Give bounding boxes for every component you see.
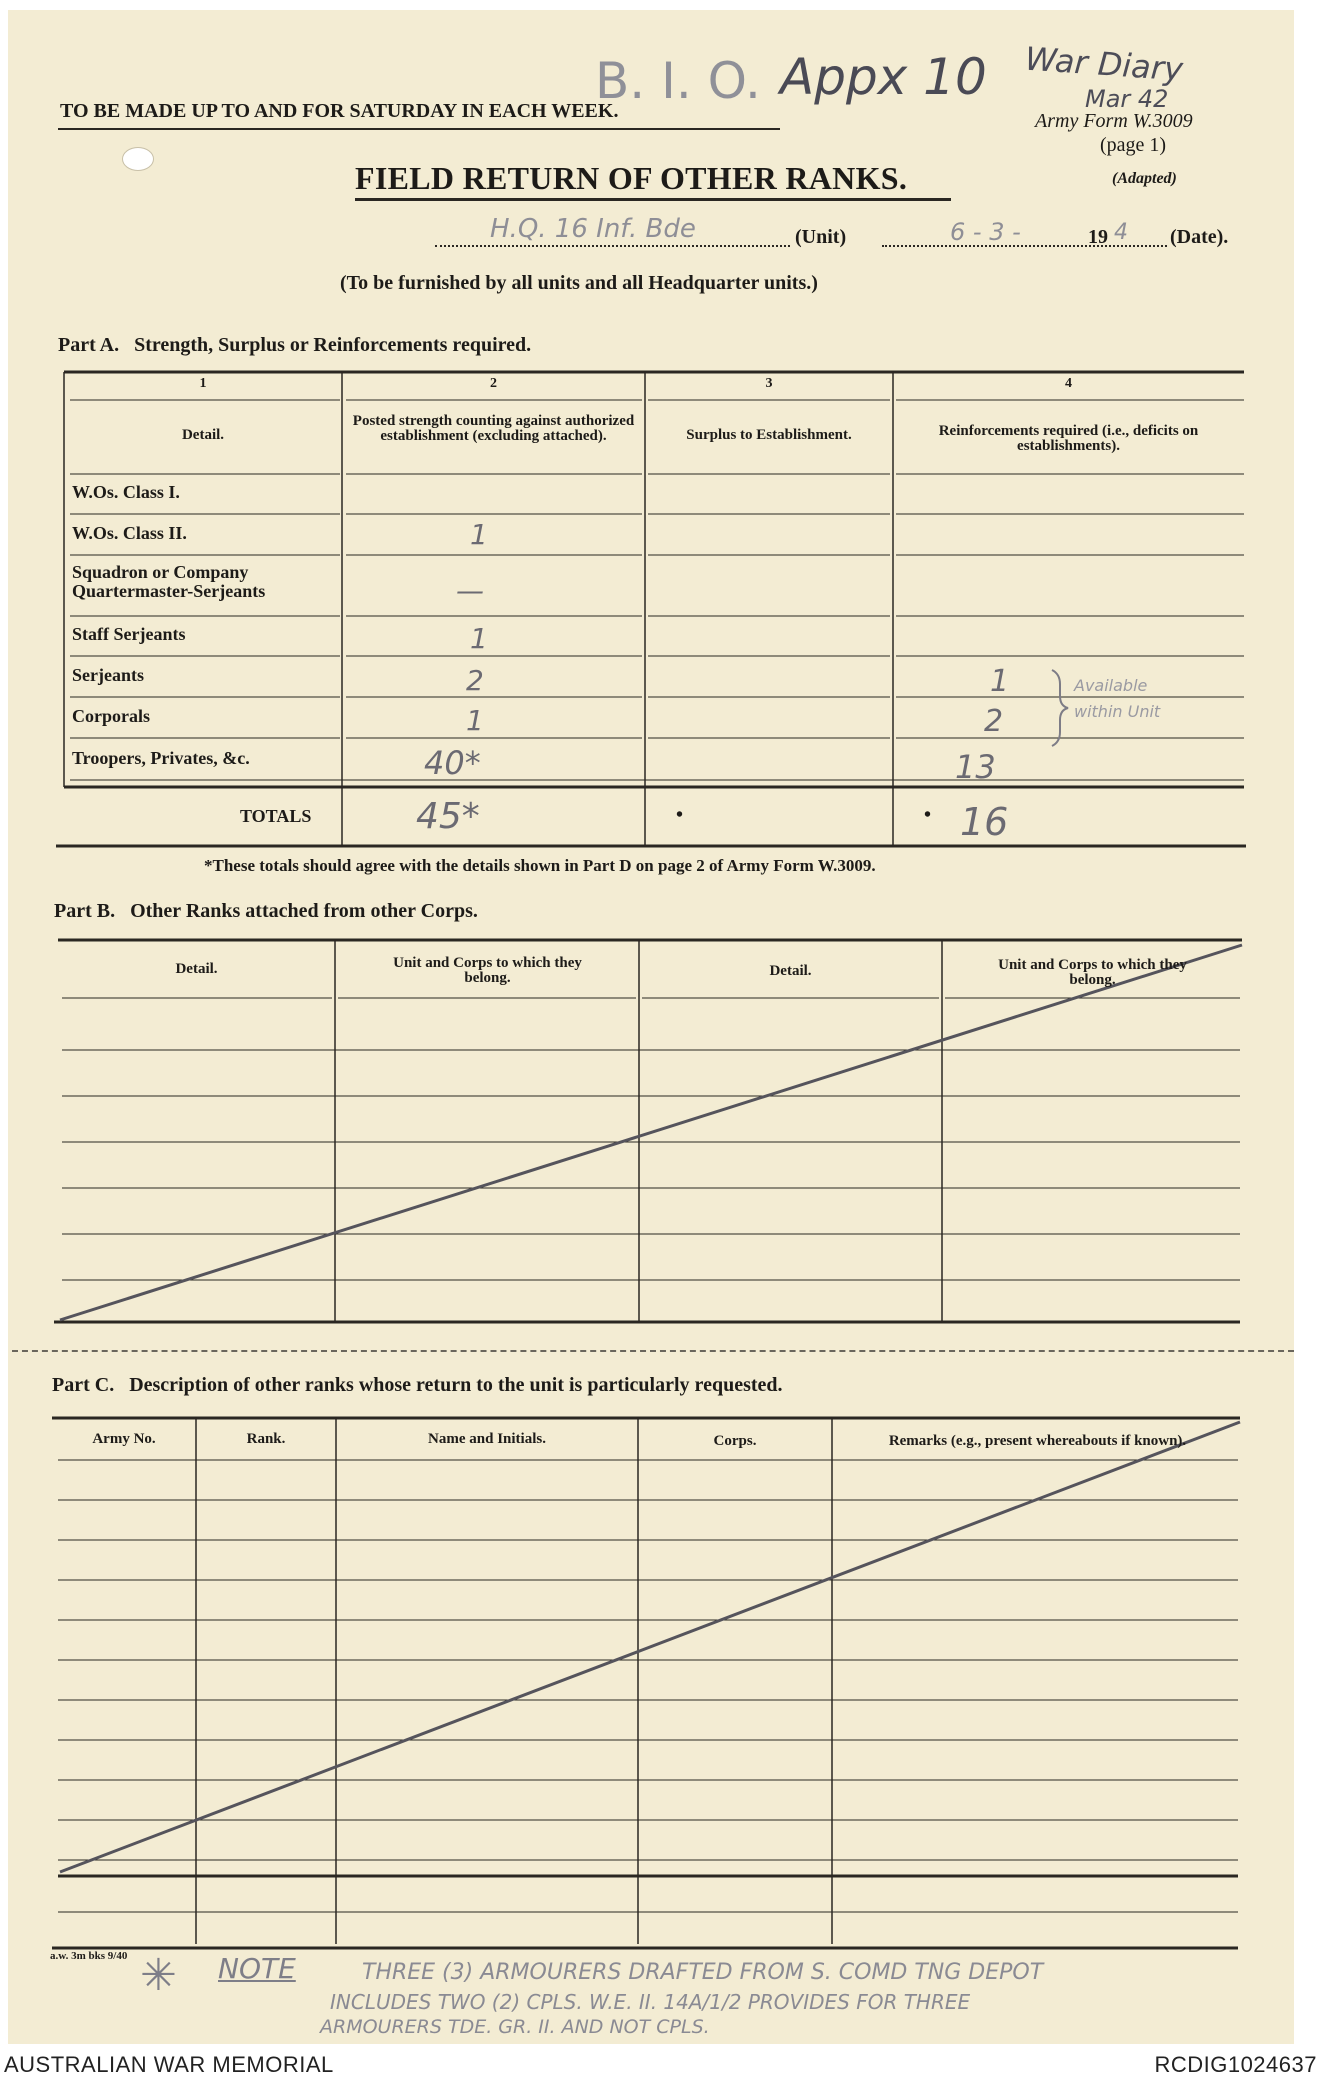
note-asterisk: ✳ bbox=[140, 1950, 177, 2001]
part-a-header-surplus: Surplus to Establishment. bbox=[686, 427, 852, 443]
row-detail-cqms: Squadron or Company Quartermaster-Serjeants bbox=[72, 562, 266, 601]
note-line-2: INCLUDES TWO (2) CPLS. W.E. II. 14A/1/2 PROVIDES FOR THREE bbox=[330, 1990, 971, 2014]
print-code: a.w. 3m bks 9/40 bbox=[50, 1950, 128, 1962]
reinf-privates: 13 bbox=[955, 748, 996, 786]
year-prefix: 19 bbox=[1088, 226, 1108, 248]
date-value: 6 - 3 - bbox=[950, 218, 1021, 246]
posted-staff-sgt: 1 bbox=[470, 622, 488, 655]
posted-cpl: 1 bbox=[466, 704, 484, 737]
part-b-heading: Part B. Other Ranks attached from other Corps. bbox=[54, 900, 478, 922]
reinf-sgt: 1 bbox=[990, 664, 1010, 699]
form-number: Army Form W.3009 bbox=[1035, 110, 1193, 132]
month-annotation: Mar 42 bbox=[1085, 85, 1169, 113]
part-c-header-army-no: Army No. bbox=[92, 1431, 156, 1447]
totals-surplus-mark: • bbox=[676, 804, 684, 826]
col-number-1: 1 bbox=[199, 376, 207, 391]
posted-sgt: 2 bbox=[466, 664, 484, 697]
row-detail-sgt: Serjeants bbox=[72, 665, 144, 685]
part-c-header-rank: Rank. bbox=[246, 1431, 286, 1447]
part-a-heading: Part A. Strength, Surplus or Reinforcements required. bbox=[58, 334, 532, 356]
footer-source: AUSTRALIAN WAR MEMORIAL bbox=[4, 2052, 334, 2077]
unit-label: (Unit) bbox=[795, 226, 847, 248]
furnish-note: (To be furnished by all units and all Headquarter units.) bbox=[340, 272, 818, 294]
reinf-cpl: 2 bbox=[984, 704, 1004, 739]
appx-annotation: Appx 10 bbox=[780, 48, 987, 106]
form-page: (page 1) bbox=[1100, 134, 1167, 156]
footer-id: RCDIG1024637 bbox=[1154, 2052, 1317, 2077]
row-detail-privates: Troopers, Privates, &c. bbox=[72, 748, 250, 768]
part-c-header-remarks: Remarks (e.g., present whereabouts if known). bbox=[888, 1433, 1187, 1449]
posted-privates: 40* bbox=[424, 744, 481, 782]
note-line-1: THREE (3) ARMOURERS DRAFTED FROM S. COMD TNG DEPOT bbox=[362, 1960, 1044, 1985]
row-detail-staff-sgt: Staff Serjeants bbox=[72, 624, 186, 644]
row-detail-cpl: Corporals bbox=[72, 706, 150, 726]
part-b-header-unit-2: Unit and Corps to which they belong. bbox=[998, 957, 1187, 988]
part-a-header-reinforcements: Reinforcements required (i.e., deficits on establishments). bbox=[938, 423, 1199, 454]
col-number-2: 2 bbox=[490, 376, 497, 391]
part-c-header-corps: Corps. bbox=[713, 1433, 757, 1449]
part-a-footnote: *These totals should agree with the details shown in Part D on page 2 of Army Form W.3009. bbox=[204, 856, 876, 875]
col-number-3: 3 bbox=[765, 376, 773, 391]
note-label: NOTE bbox=[218, 1952, 296, 1985]
bracket-note-available: Available bbox=[1074, 676, 1148, 695]
posted-wo2: 1 bbox=[470, 518, 488, 551]
note-line-3: ARMOURERS TDE. GR. II. AND NOT CPLS. bbox=[320, 2016, 710, 2038]
row-detail-wo1: W.Os. Class I. bbox=[72, 482, 180, 502]
part-a-header-detail: Detail. bbox=[181, 427, 225, 443]
row-detail-wo2: W.Os. Class II. bbox=[72, 523, 187, 543]
part-c-header-name: Name and Initials. bbox=[428, 1431, 546, 1447]
instruction-text: TO BE MADE UP TO AND FOR SATURDAY IN EACH WEEK. bbox=[60, 100, 619, 122]
date-label: (Date). bbox=[1170, 226, 1229, 248]
totals-label: TOTALS bbox=[240, 806, 312, 826]
war-diary-annotation: War Diary bbox=[1023, 39, 1185, 89]
year-value: 4 bbox=[1114, 220, 1128, 245]
part-a-header-posted: Posted strength counting against authorized establishment (excluding attached). bbox=[352, 413, 635, 444]
bracket-note-within-unit: within Unit bbox=[1074, 702, 1161, 721]
part-b-header-unit-1: Unit and Corps to which they belong. bbox=[393, 955, 582, 986]
posted-cqms: — bbox=[456, 574, 484, 607]
totals-reinf-mark: • bbox=[924, 804, 932, 826]
part-b-header-detail-2: Detail. bbox=[769, 963, 812, 979]
totals-posted: 45* bbox=[416, 796, 480, 837]
form-adapted: (Adapted) bbox=[1112, 170, 1177, 187]
col-number-4: 4 bbox=[1065, 376, 1072, 391]
part-c-heading: Part C. Description of other ranks whose return to the unit is particularly requested. bbox=[52, 1374, 783, 1396]
part-b-header-detail-1: Detail. bbox=[175, 961, 218, 977]
form-title: FIELD RETURN OF OTHER RANKS. bbox=[355, 160, 908, 196]
unit-value: H.Q. 16 Inf. Bde bbox=[490, 214, 696, 244]
bio-annotation: B. I. O. bbox=[595, 52, 761, 110]
totals-reinf: 16 bbox=[960, 800, 1009, 844]
